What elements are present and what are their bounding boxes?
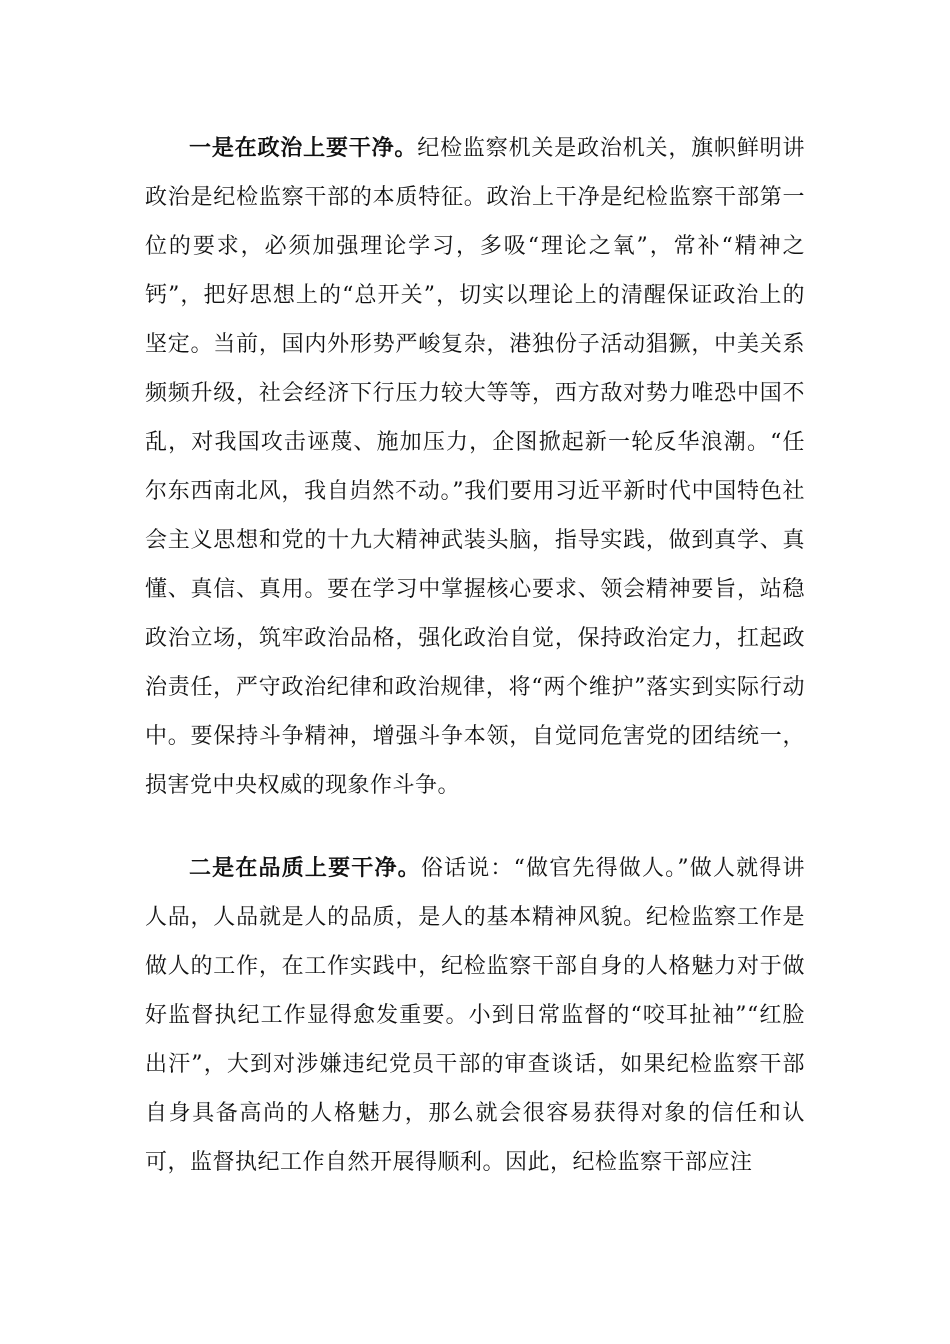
paragraph-lead: 一是在政治上要干净。 [189,136,418,161]
paragraph-political-integrity [145,124,805,810]
paragraph-body: 俗话说：“做官先得做人。”做人就得讲人品，人品就是人的品质，是人的基本精神风貌。纪检监察工作是做人的工作，在工作实践中，纪检监察干部自身的人格魅力对于做好监督执纪工作显得愈发重要。小到日常监督的“咬耳扯袖”“红脸出汗”，大到对涉嫌违纪党员干部的审查谈话，如果纪检监察干部自身具备高尚的人格魅力，那么就会很容易获得对象的信任和认可，监督执纪工作自然开展得顺利。因此，纪检监察干部应注 [145,856,805,1175]
paragraph-body: 纪检监察机关是政治机关，旗帜鲜明讲政治是纪检监察干部的本质特征。政治上干净是纪检监察干部第一位的要求，必须加强理论学习，多吸“理论之氧”，常补“精神之钙”，把好思想上的“总开关”，切实以理论上的清醒保证政治上的坚定。当前，国内外形势严峻复杂，港独份子活动猖獗，中美关系频频升级，社会经济下行压力较大等等，西方敌对势力唯恐中国不乱，对我国攻击诬蔑、施加压力，企图掀起新一轮反华浪潮。“任尔东西南北风，我自岿然不动。”我们要用习近平新时代中国特色社会主义思想和党的十九大精神武装头脑，指导实践，做到真学、真懂、真信、真用。要在学习中掌握核心要求、领会精神要旨，站稳政治立场，筑牢政治品格，强化政治自觉，保持政治定力，扛起政治责任，严守政治纪律和政治规律，将“两个维护”落实到实际行动中。要保持斗争精神，增强斗争本领，自觉同危害党的团结统一，损害党中央权威的现象作斗争。 [145,136,805,798]
paragraph-character-integrity [145,844,805,1187]
paragraph-lead: 二是在品质上要干净。 [189,856,421,881]
